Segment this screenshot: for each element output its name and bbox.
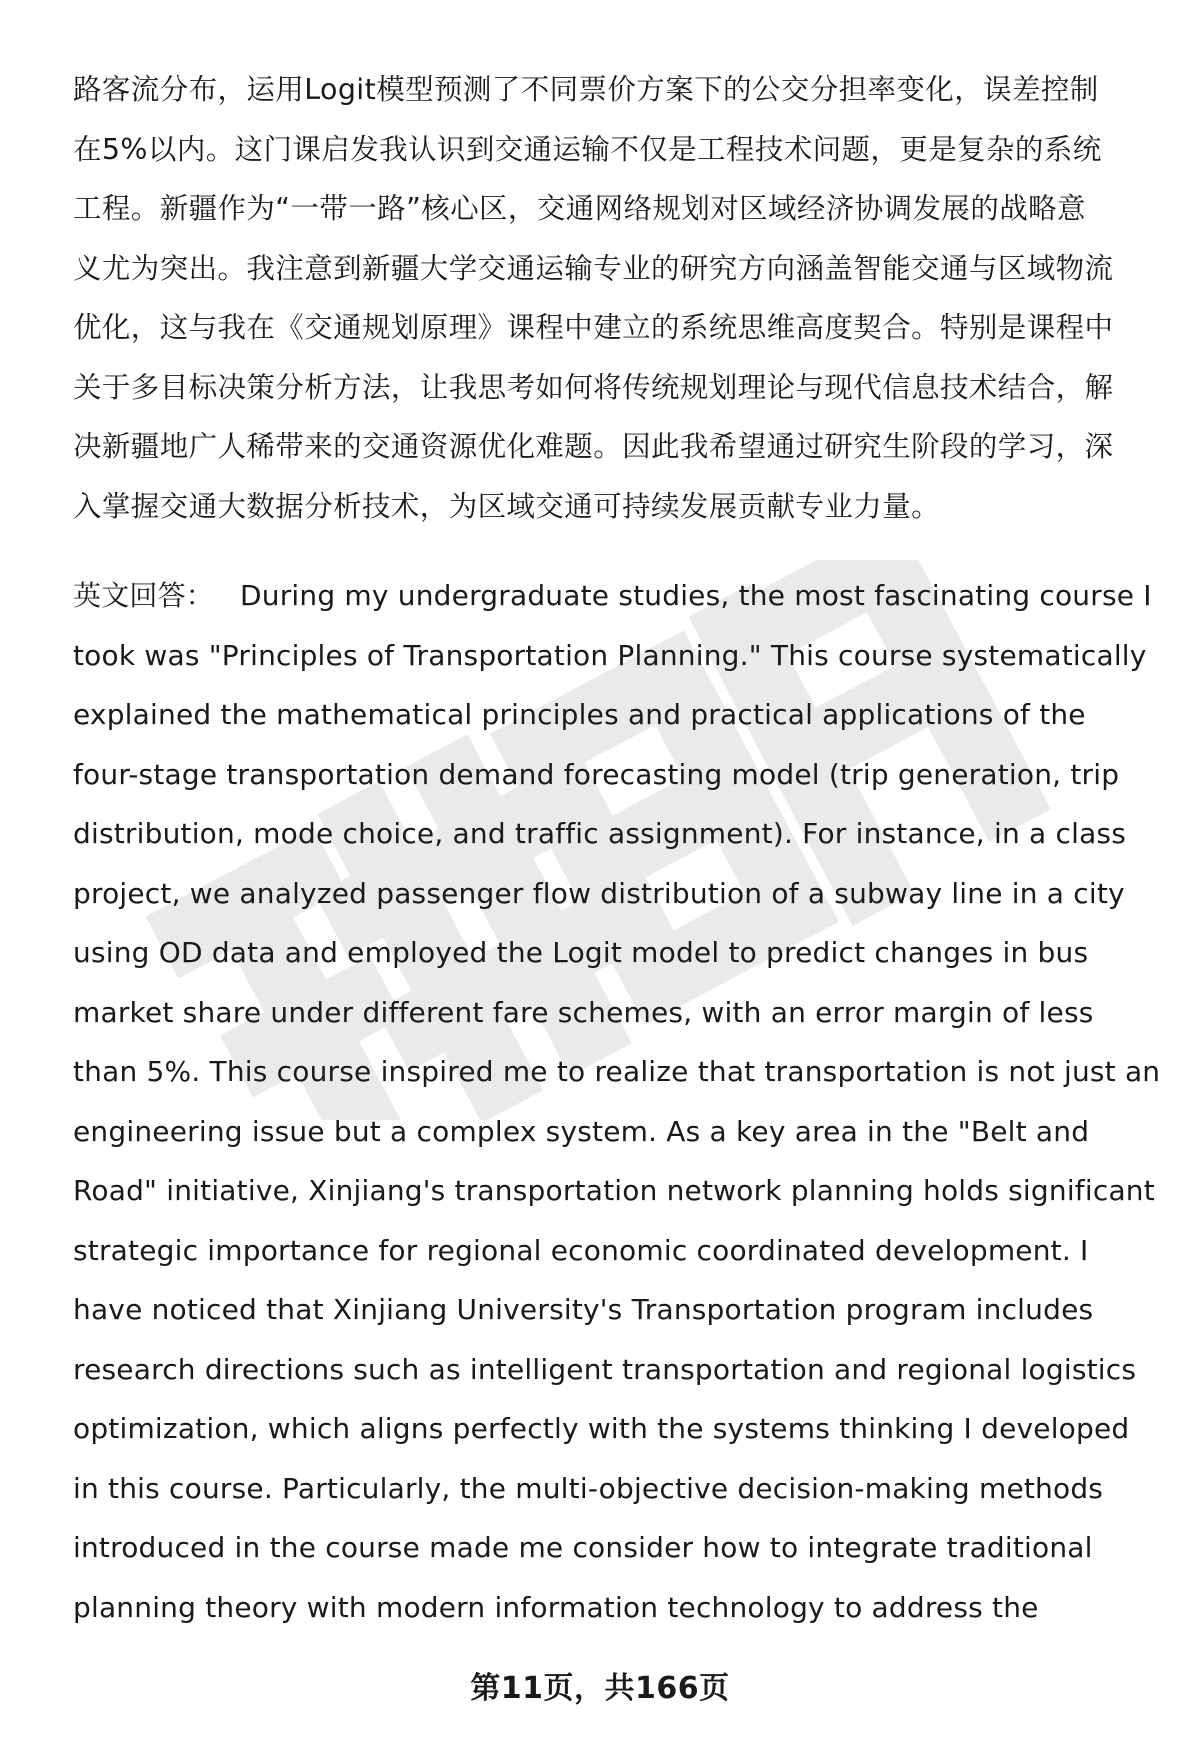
chinese-line: 义尤为突出。我注意到新疆大学交通运输专业的研究方向涵盖智能交通与区域物流	[73, 251, 1114, 285]
english-line: research directions such as intelligent transportation and regional logistics	[73, 1352, 1137, 1386]
english-line: in this course. Particularly, the multi-objective decision-making methods	[73, 1471, 1104, 1505]
page-number-footer: 第11页，共166页	[470, 1671, 730, 1706]
english-line: than 5%. This course inspired me to realize that transportation is not just an	[73, 1055, 1161, 1088]
chinese-line: 路客流分布，运用Logit模型预测了不同票价方案下的公交分担率变化，误差控制	[73, 73, 1099, 106]
chinese-line: 在5%以内。这门课启发我认识到交通运输不仅是工程技术问题，更是复杂的系统	[73, 132, 1102, 166]
english-line: introduced in the course made me consider how to integrate traditional	[73, 1531, 1093, 1564]
english-first-line	[73, 566, 1163, 626]
english-line: project, we analyzed passenger flow distribution of a subway line in a city	[73, 876, 1125, 910]
chinese-line: 入掌握交通大数据分析技术，为区域交通可持续发展贡献专业力量。	[73, 489, 941, 523]
english-line: During my undergraduate studies, the most fascinating course I	[240, 579, 1152, 612]
chinese-line: 优化，这与我在《交通规划原理》课程中建立的系统思维高度契合。特别是课程中	[73, 311, 1114, 344]
chinese-line: 关于多目标决策分析方法，让我思考如何将传统规划理论与现代信息技术结合，解	[73, 370, 1114, 404]
english-line: using OD data and employed the Logit model to predict changes in bus	[73, 936, 1089, 969]
english-line: strategic importance for regional economic coordinated development. I	[73, 1233, 1089, 1267]
english-line: optimization, which aligns perfectly with the systems thinking I developed	[73, 1412, 1130, 1445]
english-line: Road" initiative, Xinjiang's transportation network planning holds significant	[73, 1174, 1155, 1207]
english-line: market share under different fare schemes, with an error margin of less	[73, 995, 1094, 1029]
english-line: distribution, mode choice, and traffic assignment). For instance, in a class	[73, 817, 1127, 850]
chinese-line: 决新疆地广人稀带来的交通资源优化难题。因此我希望通过研究生阶段的学习，深	[73, 430, 1114, 463]
english-line: four-stage transportation demand forecasting model (trip generation, trip	[73, 757, 1120, 791]
english-line: have noticed that Xinjiang University's Transportation program includes	[73, 1293, 1094, 1326]
english-line: planning theory with modern information technology to address the	[73, 1590, 1039, 1624]
chinese-paragraph	[73, 60, 1163, 536]
english-paragraph	[73, 566, 1163, 1637]
english-answer-label: 英文回答：	[73, 579, 215, 612]
english-line: engineering issue but a complex system. As a key area in the "Belt and	[73, 1114, 1090, 1148]
chinese-line: 工程。新疆作为“一带一路”核心区，交通网络规划对区域经济协调发展的战略意	[73, 192, 1086, 225]
english-line: explained the mathematical principles and practical applications of the	[73, 698, 1086, 731]
english-line: took was "Principles of Transportation Planning." This course systematically	[73, 638, 1147, 672]
